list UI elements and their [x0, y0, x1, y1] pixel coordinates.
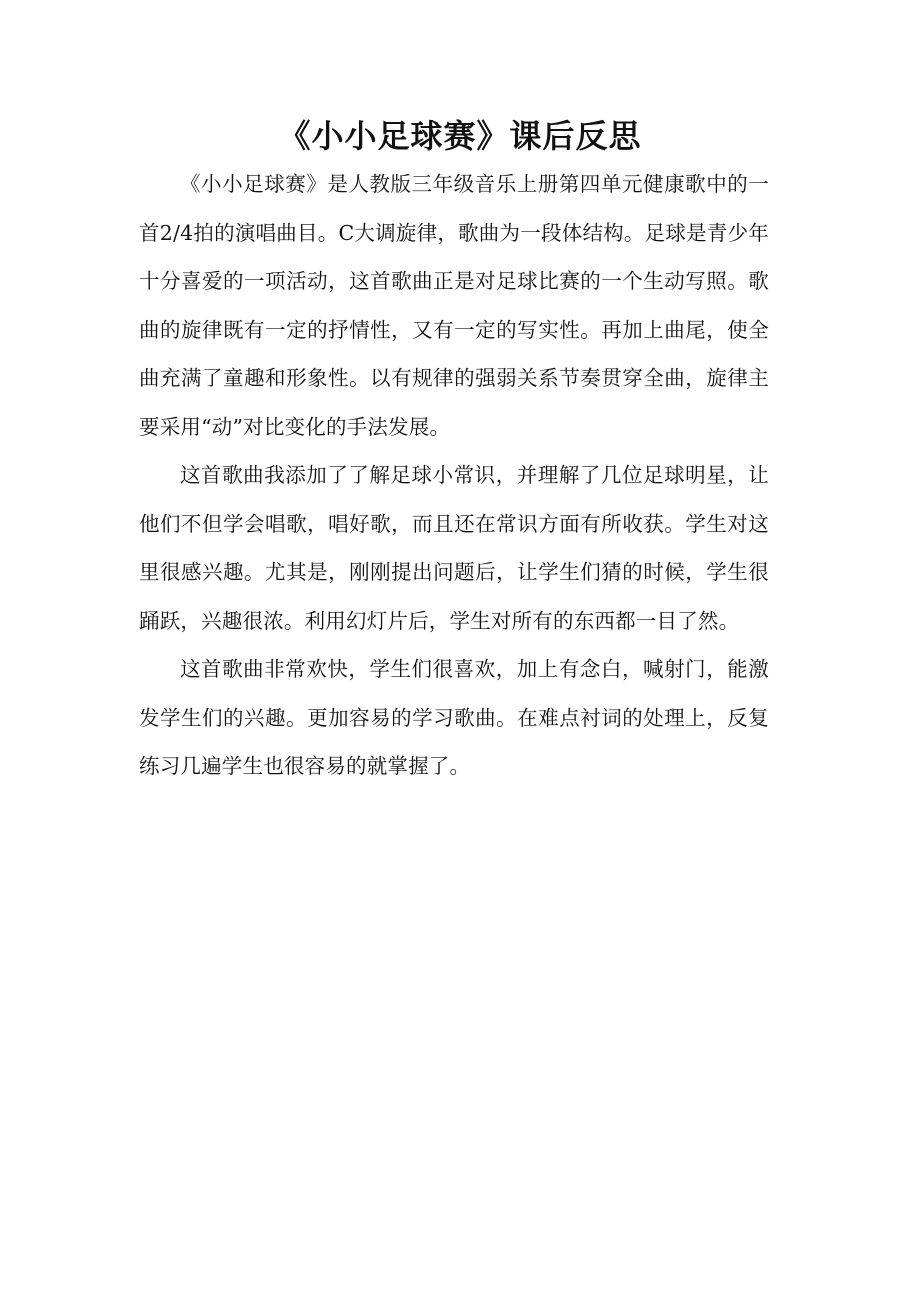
paragraph-3: 这首歌曲非常欢快，学生们很喜欢，加上有念白，喊射门，能激发学生们的兴趣。更加容易的学习歌曲。在难点衬词的处理上，反复练习几遍学生也很容易的就掌握了。 [139, 657, 769, 778]
document-body [139, 160, 769, 791]
document-title: 《小小足球赛》课后反思 [278, 117, 642, 155]
paragraph-2: 这首歌曲我添加了了解足球小常识，并理解了几位足球明星，让他们不但学会唱歌，唱好歌，而且还在常识方面有所收获。学生对这里很感兴趣。尤其是，刚刚提出问题后，让学生们猜的时候，学生很踊跃，兴趣很浓。利用幻灯片后，学生对所有的东西都一目了然。 [139, 463, 769, 633]
paragraph-1: 《小小足球赛》是人教版三年级音乐上册第四单元健康歌中的一首2/4拍的演唱曲目。C大调旋律，歌曲为一段体结构。足球是青少年十分喜爱的一项活动，这首歌曲正是对足球比赛的一个生动写照。歌曲的旋律既有一定的抒情性，又有一定的写实性。再加上曲尾，使全曲充满了童趣和形象性。以有规律的强弱关系节奏贯穿全曲，旋律主要采用“动”对比变化的手法发展。 [139, 172, 769, 439]
